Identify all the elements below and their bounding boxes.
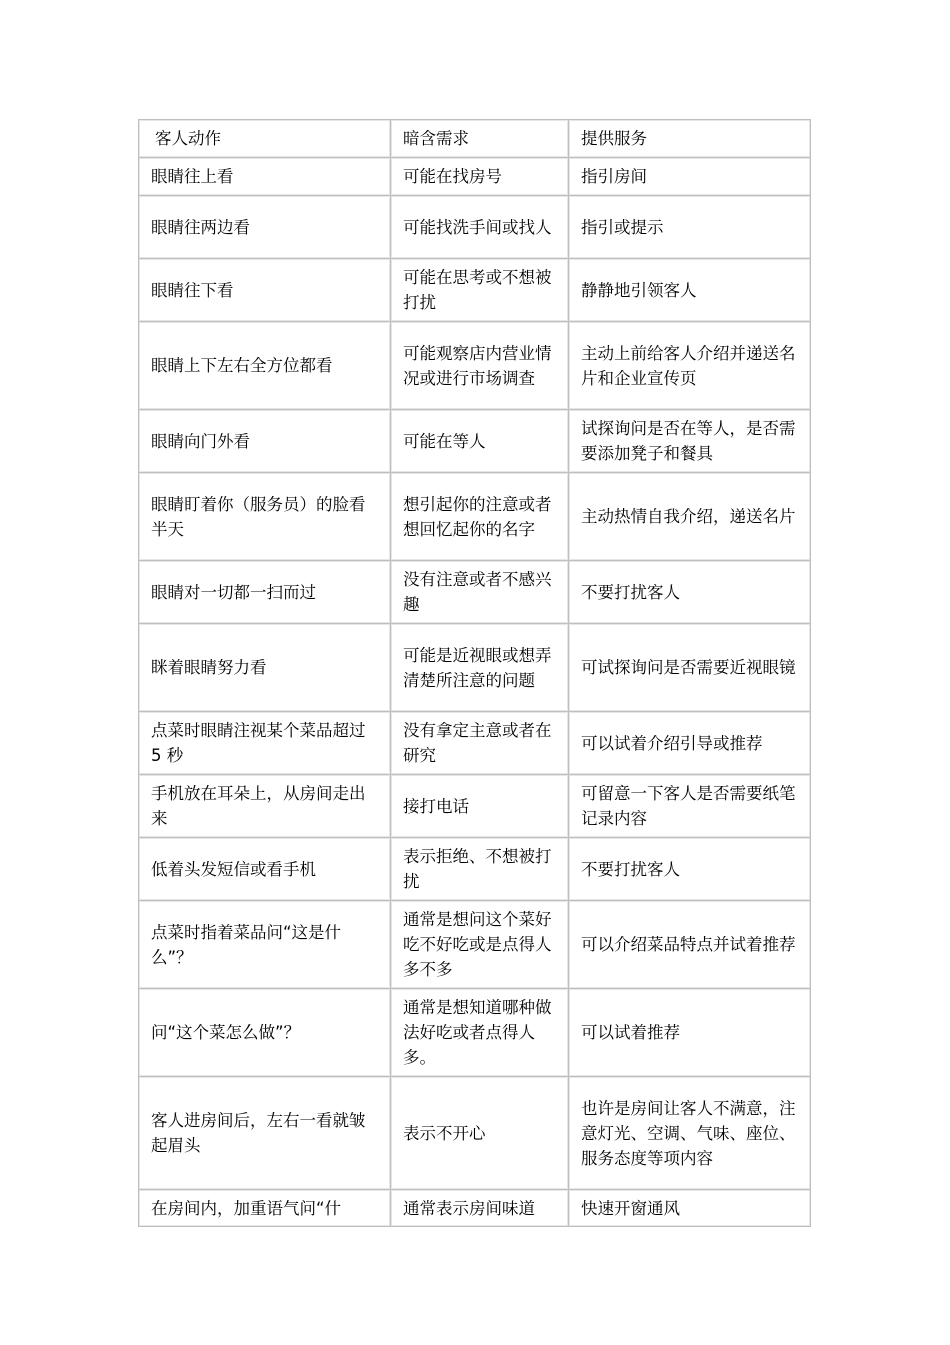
cell-guest-action: 眼睛对一切都一扫而过 (139, 561, 391, 624)
cell-implied-need: 没有拿定主意或者在研究 (391, 712, 569, 775)
cell-implied-need: 接打电话 (391, 775, 569, 838)
cell-service: 试探询问是否在等人，是否需要添加凳子和餐具 (569, 410, 811, 473)
table-row (139, 561, 811, 624)
cell-guest-action: 眼睛上下左右全方位都看 (139, 322, 391, 410)
table-row (139, 158, 811, 196)
cell-service: 主动上前给客人介绍并递送名片和企业宣传页 (569, 322, 811, 410)
cell-implied-need: 想引起你的注意或者想回忆起你的名字 (391, 473, 569, 561)
cell-implied-need: 可能是近视眼或想弄清楚所注意的问题 (391, 624, 569, 712)
cell-implied-need: 表示拒绝、不想被打扰 (391, 838, 569, 901)
cell-service: 快速开窗通风 (569, 1190, 811, 1227)
cell-implied-need: 可能找洗手间或找人 (391, 196, 569, 259)
cell-service: 主动热情自我介绍，递送名片 (569, 473, 811, 561)
cell-service: 不要打扰客人 (569, 561, 811, 624)
cell-service: 不要打扰客人 (569, 838, 811, 901)
cell-implied-need: 没有注意或者不感兴趣 (391, 561, 569, 624)
table-row (139, 1077, 811, 1190)
cell-implied-need: 表示不开心 (391, 1077, 569, 1190)
cell-guest-action: 低着头发短信或看手机 (139, 838, 391, 901)
table-row (139, 410, 811, 473)
cell-service: 可留意一下客人是否需要纸笔记录内容 (569, 775, 811, 838)
cell-service: 指引或提示 (569, 196, 811, 259)
cell-implied-need: 通常是想问这个菜好吃不好吃或是点得人多不多 (391, 901, 569, 989)
table-row (139, 901, 811, 989)
cell-guest-action: 在房间内，加重语气问“什 (139, 1190, 391, 1227)
cell-service: 可以试着介绍引导或推荐 (569, 712, 811, 775)
cell-guest-action: 客人进房间后，左右一看就皱起眉头 (139, 1077, 391, 1190)
cell-guest-action: 点菜时指着菜品问“这是什么”？ (139, 901, 391, 989)
table-row (139, 712, 811, 775)
table-row (139, 1190, 811, 1227)
cell-implied-need: 可能在等人 (391, 410, 569, 473)
table-row (139, 322, 811, 410)
header-guest-action: 客人动作 (139, 120, 391, 158)
cell-guest-action: 眼睛盯着你（服务员）的脸看半天 (139, 473, 391, 561)
table-row (139, 259, 811, 322)
service-table (138, 119, 811, 1227)
header-implied-need: 暗含需求 (391, 120, 569, 158)
cell-implied-need: 可能在思考或不想被打扰 (391, 259, 569, 322)
cell-implied-need: 通常是想知道哪种做法好吃或者点得人多。 (391, 989, 569, 1077)
cell-guest-action: 问“这个菜怎么做”？ (139, 989, 391, 1077)
cell-service: 静静地引领客人 (569, 259, 811, 322)
cell-service: 可以介绍菜品特点并试着推荐 (569, 901, 811, 989)
cell-guest-action: 眼睛向门外看 (139, 410, 391, 473)
cell-service: 也许是房间让客人不满意，注意灯光、空调、气味、座位、服务态度等项内容 (569, 1077, 811, 1190)
cell-guest-action: 眼睛往上看 (139, 158, 391, 196)
table-header-row (139, 120, 811, 158)
cell-guest-action: 眼睛往下看 (139, 259, 391, 322)
table-row (139, 838, 811, 901)
table-row (139, 624, 811, 712)
table-row (139, 775, 811, 838)
cell-service: 可以试着推荐 (569, 989, 811, 1077)
cell-guest-action: 点菜时眼睛注视某个菜品超过 5 秒 (139, 712, 391, 775)
table-row (139, 196, 811, 259)
header-service: 提供服务 (569, 120, 811, 158)
cell-guest-action: 眼睛往两边看 (139, 196, 391, 259)
table-body (139, 158, 811, 1227)
cell-service: 可试探询问是否需要近视眼镜 (569, 624, 811, 712)
cell-implied-need: 可能在找房号 (391, 158, 569, 196)
cell-implied-need: 通常表示房间味道 (391, 1190, 569, 1227)
cell-service: 指引房间 (569, 158, 811, 196)
table-row (139, 989, 811, 1077)
cell-guest-action: 手机放在耳朵上，从房间走出来 (139, 775, 391, 838)
table-row (139, 473, 811, 561)
cell-implied-need: 可能观察店内营业情况或进行市场调查 (391, 322, 569, 410)
cell-guest-action: 眯着眼睛努力看 (139, 624, 391, 712)
